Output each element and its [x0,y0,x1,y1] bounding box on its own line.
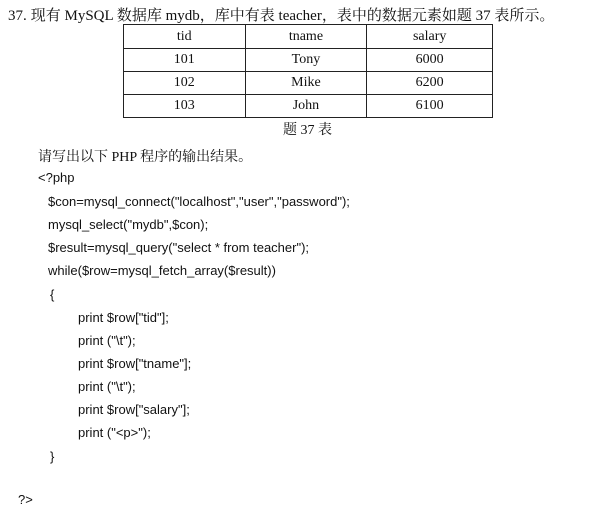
code-line: mysql_select("mydb",$con); [48,217,209,232]
code-line: print $row["salary"]; [78,402,190,417]
table-cell: 103 [124,95,246,118]
code-line: print $row["tid"]; [78,310,169,325]
table-row [124,95,493,118]
code-line: print $row["tname"]; [78,356,192,371]
code-line: ?> [18,492,33,507]
table-cell: 102 [124,72,246,95]
code-line: print ("<p>"); [78,425,151,440]
table-header-row [124,25,493,49]
code-line: } [50,449,55,464]
header-cell-tname: tname [245,25,367,49]
header-cell-tid: tid [124,25,246,49]
table-row [124,49,493,72]
table-row [124,72,493,95]
code-line: print ("\t"); [78,379,136,394]
header-cell-salary: salary [367,25,493,49]
code-line: while($row=mysql_fetch_array($result)) [48,263,276,278]
table-cell: Tony [245,49,367,72]
table-cell: John [245,95,367,118]
code-line: $result=mysql_query("select * from teacher"); [48,240,310,255]
instruction-text: 请写出以下 PHP 程序的输出结果。 [38,150,253,165]
code-line: <?php [38,170,75,185]
question-body: 现有 MySQL 数据库 mydb，库中有表 teacher，表中的数据元素如题 37 表所示。 [30,8,555,24]
table-cell: Mike [245,72,367,95]
code-line: { [50,287,55,302]
table-cell: 101 [124,49,246,72]
question-text [8,6,554,26]
code-line: print ("\t"); [78,333,136,348]
teacher-table [123,24,493,118]
table-cell: 6000 [367,49,493,72]
table-cell: 6200 [367,72,493,95]
table-cell: 6100 [367,95,493,118]
code-line: $con=mysql_connect("localhost","user","password"); [48,194,350,209]
question-number: 37. [8,8,27,24]
table-caption: 题 37 表 [283,123,332,138]
